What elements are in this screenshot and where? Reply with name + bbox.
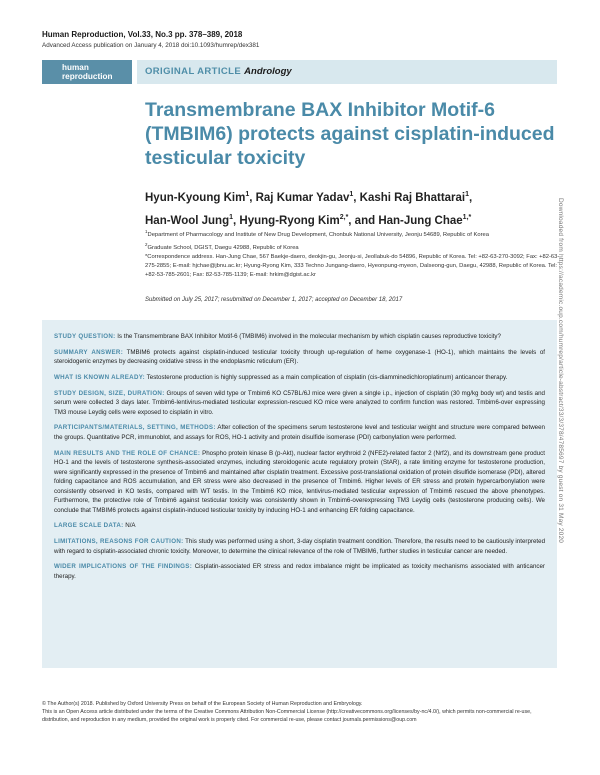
article-title: Transmembrane BAX Inhibitor Motif-6 (TMBIM6) protects against cisplatin-induced testicular toxicity — [145, 99, 555, 169]
journal-logo — [42, 60, 132, 84]
affiliation — [145, 240, 565, 253]
author-separator: , — [233, 214, 240, 227]
abstract-section — [54, 348, 545, 367]
abstract-text: Cisplatin-associated ER stress and redox imbalance might be implicated as toxicity mechanisms associated with anticancer therapy. — [54, 563, 545, 580]
abstract-section — [54, 423, 545, 442]
abstract-heading: MAIN RESULTS AND THE ROLE OF CHANCE: — [54, 449, 201, 457]
abstract-section — [54, 332, 545, 342]
logo-line-2: reproduction — [62, 72, 113, 81]
abstract-section — [54, 562, 545, 581]
abstract-heading: STUDY DESIGN, SIZE, DURATION: — [54, 389, 165, 397]
download-stamp: Downloaded from https://academic.oup.com/humrep/article-abstract/33/3/378/4785697 by guest on 31 May 2020 — [557, 198, 564, 544]
abstract-text: N/A — [125, 522, 136, 530]
author: Raj Kumar Yadav — [255, 191, 350, 204]
abstract-text: Is the Transmembrane BAX Inhibitor Motif-6 (TMBIM6) involved in the molecular mechanism by which cisplatin causes reproductive toxicity? — [117, 333, 501, 341]
abstract-section — [54, 521, 545, 531]
abstract-text: Testosterone production is highly suppressed as a main complication of cisplatin (cis-diamminedichloroplatinum) anticancer therapy. — [146, 374, 508, 382]
abstract-section — [54, 449, 545, 516]
affiliation-text: Graduate School, DGIST, Daegu 42988, Republic of Korea — [147, 244, 299, 251]
article-section: Andrology — [244, 66, 292, 77]
abstract-text: Groups of seven wild type or Tmbim6 KO C57BL/6J mice were given a single i.p., injection of cisplatin (30 mg/kg body wt) and testis and serum were collected 3 days later. Tmbim6-lentivirus-mediated testicular expression-rescued KO mice were analyzed to confirm function was restored. Tmbim6-over expressing TM3 mouse Leydig cells were exposed to cisplatin in vitro. — [54, 389, 545, 416]
abstract-heading: LARGE SCALE DATA: — [54, 522, 124, 530]
affiliation-number: 2 — [145, 241, 148, 247]
abstract-text: This study was performed using a short, 3-day cisplatin treatment condition. Therefore, the results need to be cautiously interpreted with regard to cisplatin-associated chronic toxicity. Moreover, to determine the clinical relevance of the role of TMBIM6, further studies in testicular cancer are needed. — [54, 538, 546, 555]
affiliation-number: 1 — [145, 229, 148, 234]
author-affil-sup: 1 — [245, 191, 250, 198]
correspondence: *Correspondence address. Han-Jung Chae, 567 Baekje-daero, deokjin-gu, Jeonju-si, Jeollabuk-do 54896, Republic of Korea. Tel: +82-63-270-3092; Fax: +82-63-275-2855; E-mail: hjchae@jbnu.ac.kr; Hyung-Ryong Kim, 333 Techno Jungang-daero, Hyeonpung-myeon, Dalseong-gun, Daegu, 42988, Republic of Korea. Tel: +82-53-785-2601; Fax: 82-53-785-1139; E-mail: hrkim@dgist.ac.kr — [145, 254, 560, 278]
article-type: ORIGINAL ARTICLE — [145, 66, 242, 77]
author: Hyung-Ryong Kim — [239, 214, 340, 227]
abstract-section — [54, 537, 545, 556]
copyright-notice: © The Author(s) 2018. Published by Oxford University Press on behalf of the European Society of Human Reproduction and Embryology. — [42, 701, 363, 707]
affiliations — [145, 227, 565, 253]
abstract-heading: WIDER IMPLICATIONS OF THE FINDINGS: — [54, 563, 193, 571]
license-notice: This is an Open Access article distributed under the terms of the Creative Commons Attribution Non-Commercial License (http://creativecommons.org/licenses/by-nc/4.0/), which permits non-commercial re-use, distribution, and reproduction in any medium, provided the original work is properly cited. For commercial re-use, please contact journals.permissions@oup.com — [42, 709, 532, 723]
author-affil-sup: 2,* — [339, 213, 349, 221]
author-separator: , — [353, 191, 360, 204]
abstract-heading: PARTICIPANTS/MATERIALS, SETTING, METHODS: — [54, 424, 216, 432]
author-separator: , and — [348, 214, 379, 227]
author-affil-sup: 1,* — [462, 213, 472, 221]
author: Han-Jung Chae — [378, 214, 463, 227]
access-doi-line: Advanced Access publication on January 4, 2018 doi:10.1093/humrep/dex381 — [42, 42, 260, 49]
affiliation — [145, 227, 565, 240]
journal-citation: Human Reproduction, Vol.33, No.3 pp. 378–389, 2018 — [42, 30, 243, 39]
author-separator: , — [249, 191, 256, 204]
abstract-heading: LIMITATIONS, REASONS FOR CAUTION: — [54, 538, 184, 545]
abstract-text: Phospho protein kinase B (p-Akt), nuclear factor erythroid 2 (NFE2)-related factor 2 (Nrf2), and its downstream gene product HO-1 and the levels of testosterone synthesis-associated enzymes, including steroidogenic acute regulatory protein (StAR), a rate limiting enzyme for testosterone production, were significantly expressed in the presence of Tmbim6 and maintained after cisplatin treatment. Excessive post-translational oxidation of protein disulfide isomerase (PDI), altered folding capacitance and ROS accumulation, and ER stress were also decreased in the presence of Tmbim6. Higher levels of ER stress and protein hypercarbonylation were consistently observed in KO testis, compared with WT testis. In the Tmbim6 KO mice, lentivirus-mediated testicular expression of Tmbim6 rescued the above phenotypes. Furthermore, the protective role of Tmbim6 against testicular toxicity was consistently shown in Tmbim6-overexpressing TM3 Leydig cells (testosterone producing cells). We conclude that TMBIM6 protects against cisplatin-induced testicular toxicity by inducing HO-1 and enhancing ER folding capacitance. — [54, 449, 545, 514]
abstract-heading: SUMMARY ANSWER: — [54, 348, 124, 356]
author: Kashi Raj Bhattarai — [359, 191, 466, 204]
abstract-section — [54, 373, 545, 383]
author-affil-sup: 1 — [465, 191, 470, 198]
author: Han-Wool Jung — [145, 214, 230, 227]
abstract-heading: WHAT IS KNOWN ALREADY: — [54, 374, 146, 382]
author-separator: , — [469, 191, 473, 204]
affiliation-text: Department of Pharmacology and Institute of New Drug Development, Chonbuk National University, Jeonju 54689, Republic of Korea — [147, 231, 489, 238]
submission-dates: Submitted on July 25, 2017; resubmitted on December 1, 2017; accepted on December 18, 2017 — [145, 297, 403, 303]
abstract-section — [54, 389, 545, 418]
abstract-heading: STUDY QUESTION: — [54, 333, 116, 341]
author-list — [145, 185, 565, 231]
footer — [42, 700, 557, 724]
article-type-label — [145, 66, 292, 77]
logo-line-1: human — [62, 63, 89, 72]
abstract-text: After collection of the specimens serum testosterone level and testicular weight and structure were compared between the groups. Quantitative PCR, immunoblot, and assays for ROS, HO-1 activity and protein disulfide isomerase (PDI) carbonylation were performed. — [54, 424, 546, 441]
author-affil-sup: 1 — [349, 191, 354, 198]
abstract-text: TMBIM6 protects against cisplatin-induced testicular toxicity through up-regulation of heme oxygenase-1 (HO-1), which maintains the levels of steroidogenic enzymes by decreasing oxidative stress in the endoplasmic reticulum (ER). — [54, 348, 545, 366]
author-affil-sup: 1 — [229, 213, 234, 221]
author: Hyun-Kyoung Kim — [145, 191, 246, 204]
structured-abstract — [42, 320, 557, 668]
